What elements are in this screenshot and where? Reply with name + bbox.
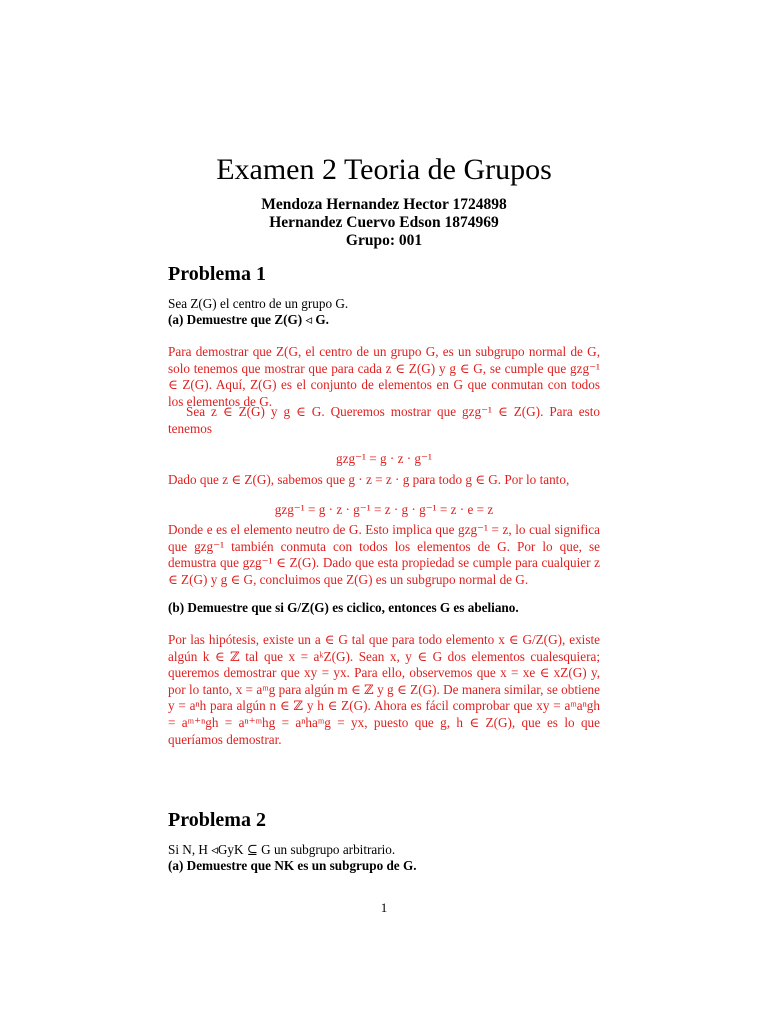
proof-a-paragraph-4: Donde e es el elemento neutro de G. Esto implica que gzg⁻¹ = z, lo cual significa que gzg⁻¹ también conmuta con todos los elementos de G. Por lo que, se demustra que gzg⁻¹ ∈ Z(G). Dado que esta propiedad se cumple para cualquier z ∈ Z(G) y g ∈ G, concluimos que Z(G) es un subgrupo normal de G.	[168, 522, 600, 587]
proof-a-paragraph-2: Sea z ∈ Z(G) y g ∈ G. Queremos mostrar que gzg⁻¹ ∈ Z(G). Para esto tenemos	[168, 404, 600, 436]
author-line: Hernandez Cuervo Edson 1874969	[269, 214, 499, 231]
page-number: 1	[380, 900, 388, 915]
problem2-part-a: (a) Demuestre que NK es un subgrupo de G.	[168, 858, 417, 873]
equation-2: gzg⁻¹ = g · z · g⁻¹ = z · g · g⁻¹ = z · e = z	[274, 502, 494, 517]
equation-1: gzg⁻¹ = g · z · g⁻¹	[336, 451, 432, 466]
problem2-heading: Problema 2	[168, 809, 266, 831]
problem1-part-b: (b) Demuestre que si G/Z(G) es ciclico, entonces G es abeliano.	[168, 600, 519, 615]
problem1-heading: Problema 1	[168, 263, 266, 285]
proof-a-paragraph-3: Dado que z ∈ Z(G), sabemos que g · z = z · g para todo g ∈ G. Por lo tanto,	[168, 472, 570, 487]
group-line: Grupo: 001	[345, 232, 423, 249]
author-line: Mendoza Hernandez Hector 1724898	[261, 196, 507, 213]
problem2-statement: Si N, H ◃GyK ⊆ G un subgrupo arbitrario.	[168, 842, 396, 857]
proof-a-paragraph-1: Para demostrar que Z(G, el centro de un grupo G, es un subgrupo normal de G, solo tenemos que mostrar que para cada z ∈ Z(G) y g ∈ G, se cumple que gzg⁻¹ ∈ Z(G). Aquí, Z(G) es el conjunto de elementos en G que conmutan con todos los elementos de G.	[168, 344, 600, 409]
proof-b-paragraph: Por las hipótesis, existe un a ∈ G tal que para todo elemento x ∈ G/Z(G), existe algún k ∈ ℤ tal que x = aᵏZ(G). Sean x, y ∈ G dos elementos cualesquiera; queremos demostrar que xy = yx. Para ello, observemos que x = xe ∈ xZ(G) y, por lo tanto, x = aᵐg para algún m ∈ ℤ y g ∈ Z(G). De manera similar, se obtiene y = aⁿh para algún n ∈ ℤ y h ∈ Z(G). Ahora es fácil comprobar que xy = aᵐaⁿgh = aᵐ⁺ⁿgh = aⁿ⁺ᵐhg = aⁿhaᵐg = yx, puesto que g, h ∈ Z(G), que es lo que queríamos demostrar.	[168, 632, 600, 747]
document-title: Examen 2 Teoria de Grupos	[216, 153, 552, 186]
problem1-part-a: (a) Demuestre que Z(G) ◃ G.	[168, 312, 329, 327]
author-block	[0, 196, 768, 250]
problem1-statement: Sea Z(G) el centro de un grupo G.	[168, 296, 349, 311]
